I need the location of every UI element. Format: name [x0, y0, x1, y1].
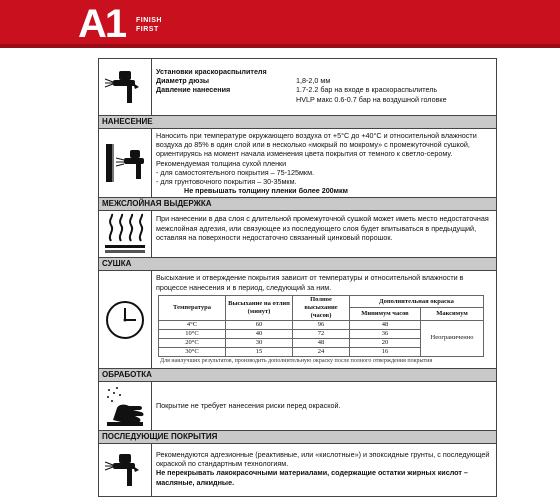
equipment-title: Установки краскораспылителя — [156, 67, 267, 76]
drying-table — [158, 295, 484, 357]
pressure-line2: HVLP макс 0.6-0.7 бар на воздушной головке — [296, 94, 447, 104]
application-item2: - для грунтовочного покрытия – 30-35мкм. — [156, 177, 297, 187]
pressure-line1: 1.7-2.2 бар на входе в краскораспылитель — [296, 85, 438, 95]
treatment-text: Покрытие не требует нанесения риски перед окраской. — [156, 401, 341, 411]
sanding-hand-icon — [99, 382, 152, 430]
row-full: 48 — [293, 338, 350, 347]
drying-heading: СУШКА — [99, 257, 496, 271]
row-touch: 15 — [226, 347, 293, 356]
logo-line2: FIRST — [136, 26, 159, 33]
datasheet — [98, 58, 497, 497]
treatment-row — [99, 382, 496, 430]
nozzle-value: 1,8-2,0 мм — [296, 76, 331, 86]
logo-mark: A1 — [78, 2, 126, 46]
drying-text — [152, 271, 496, 368]
row-full: 96 — [293, 320, 350, 329]
row-touch: 60 — [226, 320, 293, 329]
topcoats-paragraph: Рекомендуются адгезионные (реактивные, или «кислотные») и эпоксидные грунты, с последующей окраской по стандартным технологиям. — [156, 450, 490, 469]
application-warning: Не превышать толщину пленки более 200мкм — [184, 186, 348, 196]
application-heading: НАНЕСЕНИЕ — [99, 115, 496, 129]
row-min: 48 — [350, 320, 421, 329]
row-temp: 4°C — [159, 320, 226, 329]
col-touch-dry: Высыхание на отлип (минут) — [226, 295, 293, 320]
nozzle-label: Диаметр дюзы — [156, 76, 210, 86]
row-min: 20 — [350, 338, 421, 347]
logo-line1: FINISH — [136, 17, 162, 24]
spray-gun-icon — [99, 59, 152, 115]
equipment-text — [152, 59, 496, 115]
spray-surface-icon — [99, 129, 152, 197]
table-row — [159, 320, 484, 329]
row-touch: 40 — [226, 329, 293, 338]
row-min: 36 — [350, 329, 421, 338]
col-recoat: Дополнительная окраска — [350, 295, 484, 308]
application-item1: - для самостоятельного покрытия – 75-125мкм. — [156, 167, 315, 177]
equipment-row — [99, 59, 496, 115]
treatment-heading: ОБРАБОТКА — [99, 368, 496, 382]
pressure-label: Давление нанесения — [156, 85, 231, 95]
col-full-dry: Полное высыхание (часов) — [293, 295, 350, 320]
evaporation-icon — [99, 211, 152, 257]
drying-note: Для наилучших результатов, производить дополнительную окраску после полного отверждения покрытия — [160, 357, 433, 364]
application-row — [99, 129, 496, 197]
clock-icon — [99, 271, 152, 368]
topcoats-warning: Не перекрывать лакокрасочными материалами, содержащие остатки жирных кислот – масляные, алкидные. — [156, 468, 468, 487]
topcoats-row — [99, 444, 496, 496]
row-temp: 30°C — [159, 347, 226, 356]
recoat-max-value: Неограниченно — [421, 320, 484, 356]
col-recoat-min: Минимум часов — [350, 308, 421, 321]
interlayer-text: При нанесении в два слоя с длительной промежуточной сушкой может иметь место недостаточная межслойная адгезия, или связующее из последующего слоя будет впитываться в предыдущий, оставляя на поверхности недостаточно связанный цинковый порошок. — [156, 214, 489, 242]
logo-wordmark — [136, 16, 162, 34]
topcoats-text — [152, 444, 496, 496]
row-temp: 10°C — [159, 329, 226, 338]
row-full: 72 — [293, 329, 350, 338]
row-temp: 20°C — [159, 338, 226, 347]
col-recoat-max: Максимум — [421, 308, 484, 321]
equipment-specs — [156, 76, 492, 104]
row-min: 16 — [350, 347, 421, 356]
row-touch: 30 — [226, 338, 293, 347]
row-full: 24 — [293, 347, 350, 356]
drying-paragraph: Высыхание и отверждение покрытия зависит от температуры и относительной влажности в процессе нанесения и в период, следующий за ним. — [156, 273, 464, 292]
interlayer-row — [99, 211, 496, 257]
drying-row — [99, 271, 496, 368]
interlayer-heading: МЕЖСЛОЙНАЯ ВЫДЕРЖКА — [99, 197, 496, 211]
application-text — [152, 129, 496, 197]
col-temperature: Температура — [159, 295, 226, 320]
application-paragraph: Наносить при температуре окружающего воздуха от +5°С до +40°С и относительной влажности воздуха до 85% в один слой или в несколько «мокрый по мокрому» с промежуточной сушкой, ориентируясь на момент начала изменения цвета покрытия от темного к светло-серому. Рекомендуемая толщина сухой пленки — [156, 131, 477, 168]
topcoats-heading: ПОСЛЕДУЮЩИЕ ПОКРЫТИЯ — [99, 430, 496, 444]
spray-gun-icon — [99, 444, 152, 496]
